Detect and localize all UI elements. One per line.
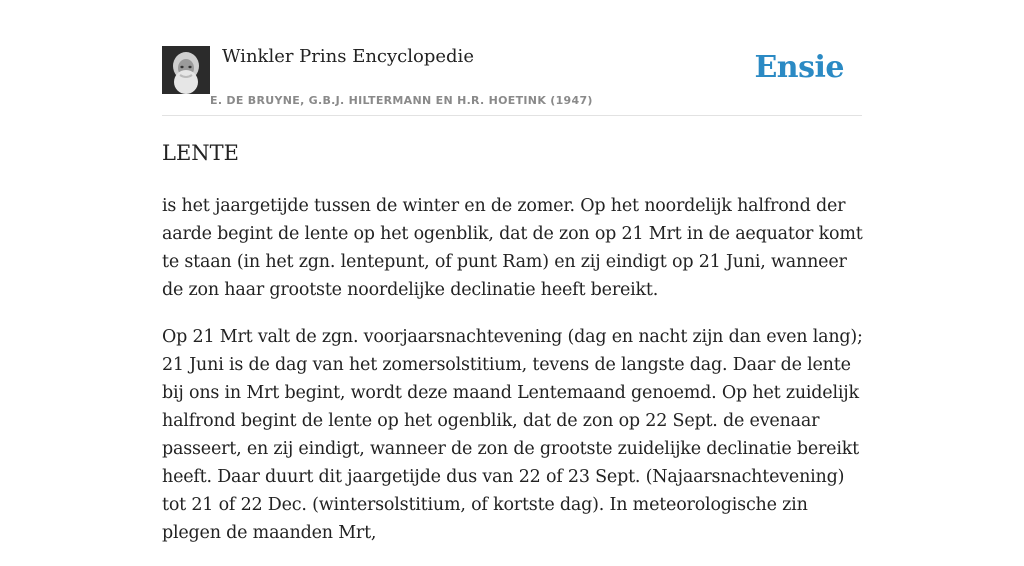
entry-content <box>162 192 866 566</box>
book-title: Winkler Prins Encyclopedie <box>222 46 474 67</box>
authors: E. DE BRUYNE, G.B.J. HILTERMANN EN H.R. HOETINK (1947) <box>210 94 593 107</box>
header <box>162 46 862 116</box>
paragraph: is het jaargetijde tussen de winter en de zomer. Op het noordelijk halfrond der aarde begint de lente op het ogenblik, dat de zon op 21 Mrt in de aequator komt te staan (in het zgn. lentepunt, of punt Ram) en zij eindigt op 21 Juni, wanneer de zon haar grootste noordelijke declinatie heeft bereikt. <box>162 196 863 300</box>
author-avatar <box>162 46 210 94</box>
brand-logo-link[interactable]: Ensie <box>754 50 844 85</box>
paragraph: Op 21 Mrt valt de zgn. voorjaarsnachtevening (dag en nacht zijn dan even lang); 21 Juni is de dag van het zomersolstitium, tevens de langste dag. Daar de lente bij ons in Mrt begint, wordt deze maand Lentemaand genoemd. Op het zuidelijk halfrond begint de lente op het ogenblik, dat de zon op 22 Sept. de evenaar passeert, en zij eindigt, wanneer de zon de grootste zuidelijke declinatie bereikt heeft. Daar duurt dit jaargetijde dus van 22 of 23 Sept. (Najaarsnachtevening) tot 21 of 22 Dec. (wintersolstitium, of kortste dag). In meteorologische zin plegen de maanden Mrt, <box>162 327 863 543</box>
author-portrait-icon <box>162 46 210 94</box>
entry-title: LENTE <box>162 141 239 165</box>
